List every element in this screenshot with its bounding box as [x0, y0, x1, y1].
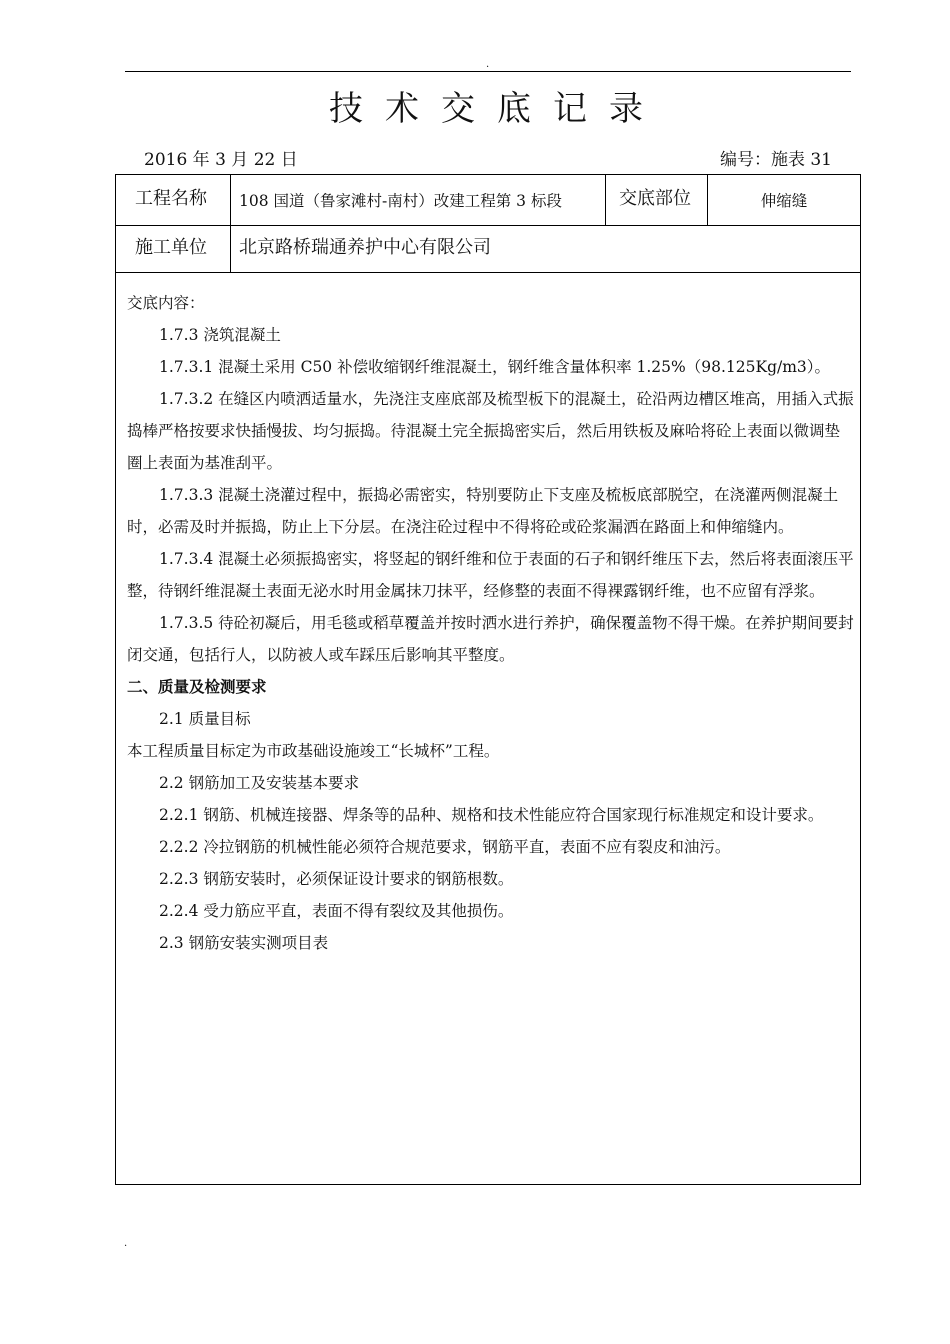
serial-number: 编号：施表 31 — [719, 150, 832, 170]
paragraph: 1.7.3 浇筑混凝土 — [159, 326, 281, 344]
col-divider-label — [230, 175, 231, 272]
paragraph: 1.7.3.2 在缝区内喷洒适量水，先浇注支座底部及梳型板下的混凝土，砼沿两边槽区堆高，用插入式振捣棒严格按要求快插慢拔、均匀振捣。待混凝土完全振捣密实后，然后用铁板及麻哈将砼上表面以微调垫圈上表面为基准刮平。 — [127, 390, 854, 472]
row-divider-2 — [116, 272, 860, 273]
content-heading: 交底内容： — [127, 294, 205, 312]
paragraph: 2.2.2 冷拉钢筋的机械性能必须符合规范要求，钢筋平直，表面不应有裂皮和油污。 — [159, 838, 731, 856]
col-divider-position-label — [605, 175, 606, 225]
page-title: 技术交底记录 — [329, 89, 665, 129]
header-rule — [125, 71, 851, 72]
row-divider-1 — [116, 225, 860, 226]
paragraph: 1.7.3.3 混凝土浇灌过程中，振捣必需密实，特别要防止下支座及梳板底部脱空，在浇灌两侧混凝土时，必需及时并振捣，防止上下分层。在浇注砼过程中不得将砼或砼浆漏洒在路面上和伸缩缝内。 — [127, 486, 839, 536]
paragraph: 1.7.3.4 混凝土必须振捣密实，将竖起的钢纤维和位于表面的石子和钢纤维压下去，然后将表面滚压平整，待钢纤维混凝土表面无泌水时用金属抹刀抹平，经修整的表面不得裸露钢纤维，也不应留有浮浆。 — [127, 550, 854, 600]
subsection-heading: 2.1 质量目标 — [159, 710, 251, 728]
subsection-heading: 2.2 钢筋加工及安装基本要求 — [159, 774, 360, 792]
paragraph: 2.2.1 钢筋、机械连接器、焊条等的品种、规格和技术性能应符合国家现行标准规定和设计要求。 — [159, 806, 824, 824]
disclosure-content — [127, 287, 854, 959]
position-label: 交底部位 — [619, 188, 691, 209]
unit-label: 施工单位 — [135, 237, 207, 258]
footer-dot: . — [124, 1238, 128, 1249]
paragraph: 2.2.4 受力筋应平直，表面不得有裂纹及其他损伤。 — [159, 902, 514, 920]
project-name-label: 工程名称 — [135, 188, 207, 209]
subsection-heading: 2.3 钢筋安装实测项目表 — [159, 934, 329, 952]
record-table — [115, 174, 861, 1185]
position-value: 伸缩缝 — [760, 192, 808, 210]
paragraph: 1.7.3.1 混凝土采用 C50 补偿收缩钢纤维混凝土，钢纤维含量体积率 1.25%（98.125Kg/m3）。 — [159, 358, 831, 376]
top-dot: . — [486, 59, 490, 70]
section-heading: 二、质量及检测要求 — [127, 677, 267, 696]
paragraph: 本工程质量目标定为市政基础设施竣工“长城杯”工程。 — [127, 742, 500, 760]
unit-value: 北京路桥瑞通养护中心有限公司 — [239, 237, 491, 258]
project-name-value: 108 国道（鲁家滩村-南村）改建工程第 3 标段 — [239, 192, 562, 210]
paragraph: 1.7.3.5 待砼初凝后，用毛毯或稻草覆盖并按时洒水进行养护，确保覆盖物不得干燥。在养护期间要封闭交通，包括行人，以防被人或车踩压后影响其平整度。 — [127, 614, 854, 664]
paragraph: 2.2.3 钢筋安装时，必须保证设计要求的钢筋根数。 — [159, 870, 514, 888]
record-date: 2016 年 3 月 22 日 — [144, 150, 298, 170]
